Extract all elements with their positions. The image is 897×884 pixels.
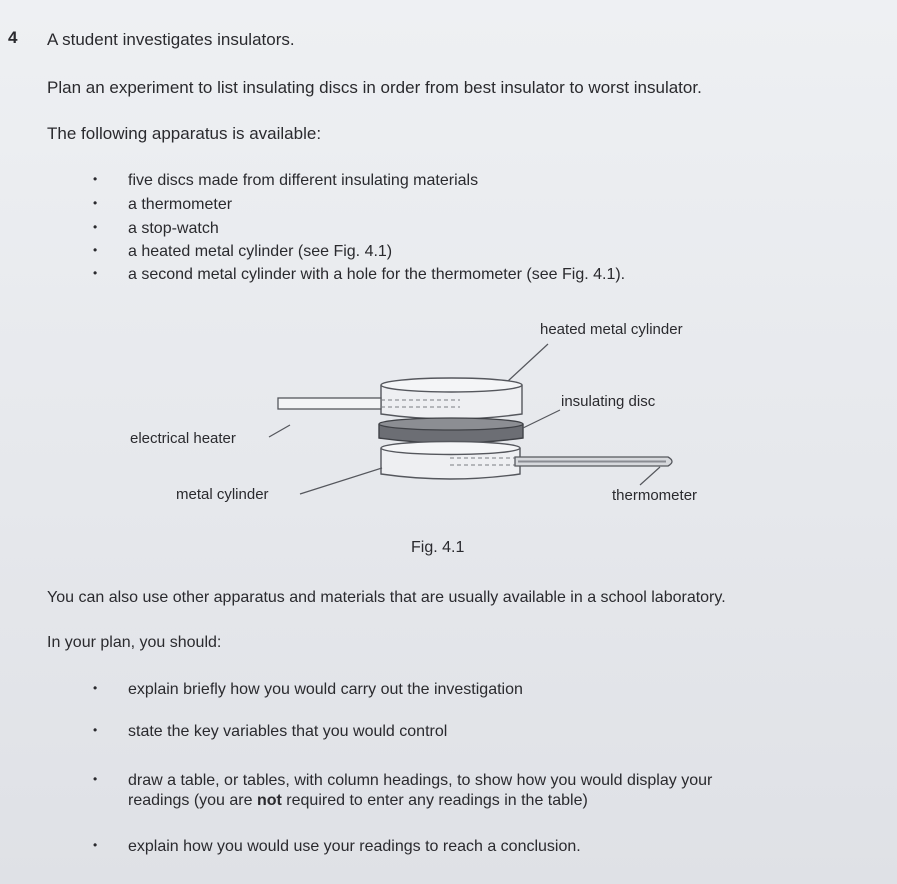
emphasis-not: not xyxy=(256,792,282,809)
bullet-icon: • xyxy=(93,838,98,852)
bullet-icon: • xyxy=(93,681,98,695)
label-thermometer: thermometer xyxy=(612,487,698,504)
bullet-icon: • xyxy=(93,243,98,257)
leader-line xyxy=(523,410,560,428)
metal-cylinder xyxy=(381,442,520,480)
bullet-icon: • xyxy=(93,220,98,234)
leader-line xyxy=(269,425,290,437)
label-insulating-disc: insulating disc xyxy=(561,393,656,410)
label-heated-metal-cylinder: heated metal cylinder xyxy=(540,321,683,338)
leader-line xyxy=(300,468,382,494)
question-intro: A student investigates insulators. xyxy=(47,30,295,49)
bullet-icon: • xyxy=(93,172,98,186)
bullet-icon: • xyxy=(93,266,98,280)
other-apparatus-text: You can also use other apparatus and materials that are usually available in a school laboratory. xyxy=(47,589,726,606)
bullet-icon: • xyxy=(93,723,98,737)
plan-heading: In your plan, you should: xyxy=(47,634,222,651)
question-number: 4 xyxy=(8,28,18,47)
leader-line xyxy=(640,467,660,485)
question-task: Plan an experiment to list insulating discs in order from best insulator to worst insulator. xyxy=(47,78,702,97)
label-electrical-heater: electrical heater xyxy=(130,430,236,447)
bullet-icon: • xyxy=(93,196,98,210)
figure-caption: Fig. 4.1 xyxy=(411,539,465,556)
label-metal-cylinder: metal cylinder xyxy=(176,486,269,503)
apparatus-heading: The following apparatus is available: xyxy=(47,124,322,143)
bullet-icon: • xyxy=(93,772,98,786)
heated-metal-cylinder xyxy=(381,378,522,419)
leader-line xyxy=(508,344,548,381)
insulating-disc xyxy=(379,418,523,443)
